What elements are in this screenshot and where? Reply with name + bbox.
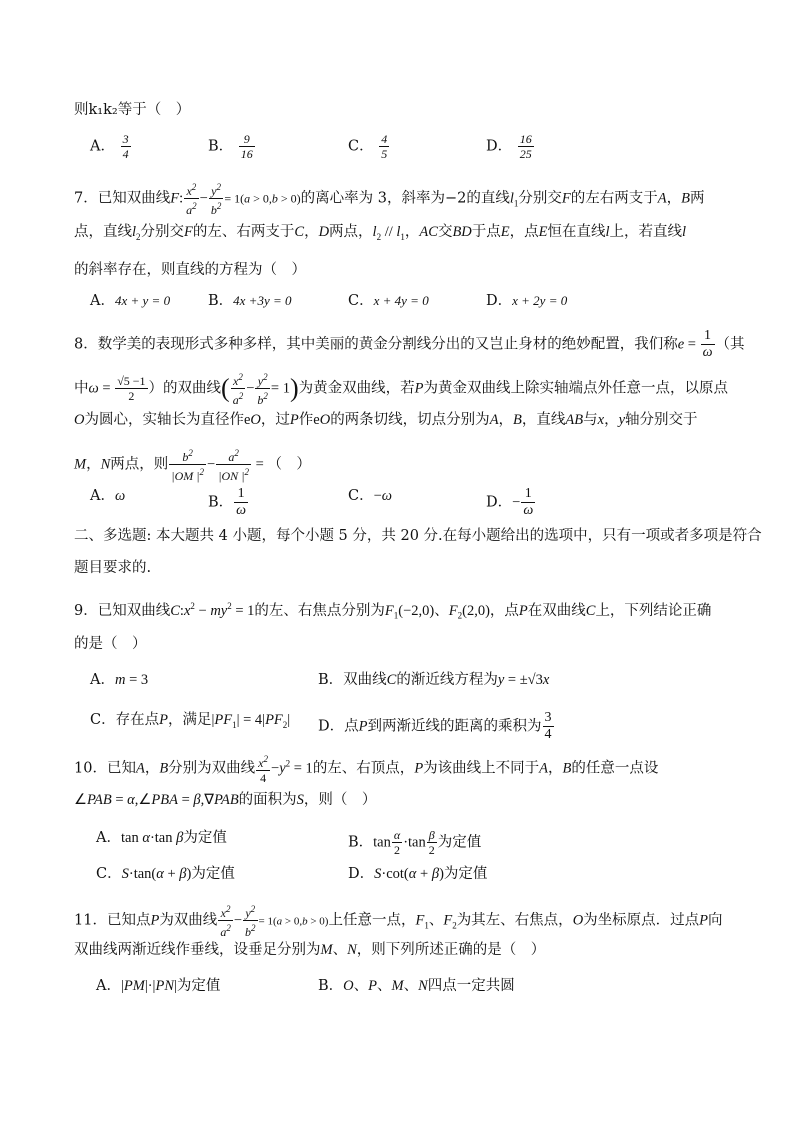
text-run: ，点: [509, 224, 539, 240]
text-run: 轴分别交于: [625, 412, 698, 428]
q11-line1: 11．已知点P为双曲线 $\frac{x^2}{a^2}$ − $\frac{y^2}{b^2}$ = 1(a > 0,b > 0)上任意一点，$F_1$、$F_2$为其左、右焦点，O为坐标原点．过点P向: [74, 904, 723, 939]
q7-option-a[interactable]: [90, 291, 170, 311]
q6-option-b[interactable]: [208, 132, 256, 161]
option-letter: C．: [348, 293, 374, 309]
text-run: 在双曲线: [527, 602, 586, 619]
option-letter: D．: [486, 293, 513, 309]
q6-option-c[interactable]: [348, 132, 390, 161]
q8-line2: 中ω = $\frac{√5 -1}{2}$ ）的双曲线( $\frac{x^2}{a^2}$ − $\frac{y^2}{b^2}$ = 1)为黄金双曲线，若P为黄金双曲线上除实轴端点外任意一点，以原点: [74, 372, 728, 407]
text-run: 的任意一点设: [571, 760, 659, 777]
q9-option-b[interactable]: B．双曲线C的渐近线方程为y = ±√3x: [318, 672, 550, 688]
text-run: 的两条切线，切点分别为: [330, 412, 490, 428]
text-run: 上，若直线: [609, 224, 683, 240]
option-letter: C．: [348, 138, 374, 155]
option-text: C．存在点: [90, 712, 160, 728]
text-run: 为圆心，实轴长为直径作: [84, 412, 244, 428]
text-run: 为该曲线上不同于: [423, 760, 540, 777]
option-text: D．点: [318, 718, 359, 735]
q7-option-b[interactable]: [208, 291, 292, 311]
fraction: $\frac{√5 -1}{2}$: [117, 374, 146, 403]
text-run: 两点，: [329, 224, 373, 240]
fraction: $\frac{16}{25}$: [519, 132, 532, 161]
q10-option-d[interactable]: D．S·cot(α + β)为定值: [348, 866, 488, 882]
text-run: 为黄金双曲线，若: [298, 380, 415, 397]
fraction: $\frac{y^2}{b^2}$: [210, 182, 222, 217]
q6-option-d[interactable]: [486, 132, 535, 161]
section-description: 题目要求的.: [74, 560, 152, 576]
section-heading-cont: [74, 558, 151, 578]
q10-option-b[interactable]: B．tan $\frac{\alpha}{2}$ ·tan $\frac{\beta}{2}$ 为定值: [348, 828, 482, 857]
option-letter: B．: [208, 138, 234, 155]
fraction: $\frac{x^2}{a^2}$: [186, 182, 197, 217]
text-run: ，则下列所述正确的是（ ）: [356, 942, 546, 958]
section-title: 二、多选题:: [74, 528, 152, 544]
option-value: 4x + y = 0: [114, 293, 171, 308]
text-run: 与: [583, 412, 598, 428]
q8-option-b[interactable]: [208, 486, 249, 519]
text-run: 的是（ ）: [74, 636, 147, 652]
fraction: $\frac{1}{\omega}$: [236, 486, 247, 518]
q7-line3: [74, 260, 306, 280]
fraction: $\frac{y^2}{b^2}$: [257, 372, 268, 407]
option-text: 为定值: [183, 830, 227, 846]
text-run: 分别交: [518, 190, 562, 207]
fraction: $\frac{3}{4}$: [544, 710, 552, 742]
text-run: （ ）: [267, 456, 311, 473]
option-letter: B．: [208, 494, 234, 511]
q11-line2: 双曲线两渐近线作垂线，设垂足分别为M、N，则下列所述正确的是（ ）: [74, 942, 546, 958]
q9-option-d[interactable]: D．点P到两渐近线的距离的乘积为 $\frac{3}{4}$: [318, 710, 552, 742]
option-letter: A．: [96, 978, 121, 994]
text-run: 中: [74, 380, 89, 397]
text-run: 分别为双曲线: [168, 760, 256, 777]
fraction: $\frac{3}{4}$: [122, 132, 129, 161]
fraction: $\frac{b^2}{|OM |^2}$: [171, 448, 205, 483]
option-value: x + 4y = 0: [373, 293, 429, 308]
text-run: 的离心率为 3，斜率为−2的直线: [300, 190, 510, 207]
q10-line2: ∠PAB = α,∠PBA = β,∇PAB的面积为S，则（ ）: [74, 792, 377, 808]
q7-option-c[interactable]: [348, 291, 429, 311]
option-text: 为定值: [437, 834, 482, 851]
q8-option-d[interactable]: D．− $\frac{1}{\omega}$: [486, 486, 534, 518]
option-text: 的渐近线方程为: [396, 672, 498, 688]
text-run: 点，直线: [74, 224, 132, 240]
text-run: 8．数学美的表现形式多种多样，其中美丽的黄金分割线分出的又岂止身材的绝妙配置，我们称: [74, 336, 678, 353]
text-run: ，点: [489, 602, 519, 619]
q9-option-a[interactable]: A．m = 3: [90, 672, 149, 688]
section-heading: [74, 526, 762, 546]
q7-number: 7．已知双曲线: [74, 190, 171, 207]
q9-line2: [74, 634, 147, 654]
text-run: ，则（ ）: [303, 792, 377, 808]
text-run: 两: [689, 190, 705, 207]
text-run: 为其左、右焦点，: [456, 912, 573, 929]
option-letter: A．: [96, 830, 121, 846]
text-run: 为黄金双曲线上除实轴端点外任意一点，以原点: [423, 380, 728, 397]
fraction: $\frac{1}{\omega}$: [523, 486, 534, 518]
intro-text: 则k₁k₂等于（ ）: [74, 102, 191, 118]
text-run: 向: [708, 912, 723, 929]
option-text: 为定值: [191, 866, 235, 882]
option-letter: A．: [90, 293, 115, 309]
option-value: x + 2y = 0: [512, 293, 568, 308]
text-run: 上，下列结论正确: [595, 602, 712, 619]
q8-line3: O为圆心，实轴长为直径作eO，过P作eO的两条切线，切点分别为A，B，直线AB与x，y轴分别交于: [74, 412, 698, 428]
option-text: 为定值: [176, 978, 221, 994]
text-run: 的左、右两支于: [192, 224, 295, 240]
fraction: $\frac{y^2}{b^2}$: [245, 904, 256, 939]
q9-line1: 9．已知双曲线$C:x^2 - my^2 = 1$的左、右焦点分别为$F_1(-2,0)$、$F_2(2,0)$，点P在双曲线C上，下列结论正确: [74, 601, 712, 621]
q7-line2: 点，直线$l_2$分别交F的左、右两支于C，D两点，$l_2 // l_1$，AC交BD于点E，点E恒在直线l上，若直线l: [74, 224, 687, 242]
text-run: ，过: [260, 412, 290, 428]
option-letter: D．: [486, 138, 513, 155]
q6-option-a[interactable]: [90, 132, 132, 161]
text-run: 分别交: [140, 224, 185, 240]
option-value: 4x +3y = 0: [233, 293, 292, 308]
text-run: 两点，则: [110, 456, 169, 473]
q10-line1: 10．已知A，B分别为双曲线 $\frac{x^2}{4}$ $-y^2 = 1$的左、右顶点，P为该曲线上不同于A，B的任意一点设: [74, 754, 659, 785]
option-text: 四点一定共圆: [427, 978, 515, 994]
text-run: 于点: [471, 224, 501, 240]
text-run: ，直线: [521, 412, 566, 428]
fraction: $\frac{4}{5}$: [381, 132, 388, 161]
option-text: B．双曲线: [318, 672, 387, 688]
q11-option-a[interactable]: A．|PM|·|PN|为定值: [96, 978, 221, 994]
text-run: 的左、右顶点，: [312, 760, 415, 777]
option-letter: C．: [348, 488, 374, 504]
q9-option-c[interactable]: C．存在点P，满足$|PF_1| = 4|PF_2|$: [90, 712, 291, 730]
fraction: $\frac{9}{16}$: [240, 132, 253, 161]
q7-line1: 7．已知双曲线F: $\frac{x^2}{a^2}$ − $\frac{y^2}{b^2}$ = 1(a > 0,b > 0)的离心率为 3，斜率为−2的直线$l_1$分别交F的左右两支于A，B两: [74, 182, 705, 217]
fraction: $\frac{x^2}{4}$: [258, 754, 268, 785]
text-run: 上任意一点，: [328, 912, 416, 929]
option-letter: A．: [90, 138, 115, 155]
option-letter: B．: [348, 834, 374, 851]
option-letter: D．: [348, 866, 375, 882]
option-letter: B．: [318, 978, 344, 994]
q10-option-c[interactable]: C．S·tan(α + β)为定值: [96, 866, 235, 882]
text-run: 的面积为: [238, 792, 297, 808]
option-letter: B．: [208, 293, 234, 309]
text-run: 交: [437, 224, 453, 240]
text-run: 9．已知双曲线: [74, 602, 171, 619]
q8-option-c[interactable]: C．−ω: [348, 488, 393, 504]
text-run: 作: [298, 412, 314, 428]
text-run: 为坐标原点．过点: [583, 912, 700, 929]
q11-option-b[interactable]: B．O、P、M、N四点一定共圆: [318, 978, 515, 994]
intro-question-stem: [74, 100, 190, 120]
q8-line4: M，N两点，则 $\frac{b^2}{|OM |^2}$ − $\frac{a^2}{|ON |^2}$ = （ ）: [74, 448, 311, 483]
text-run: 双曲线两渐近线作垂线，设垂足分别为: [74, 942, 321, 958]
option-text: ，满足: [167, 712, 212, 728]
text-run: 11．已知点: [74, 912, 151, 929]
fraction: $\frac{x^2}{a^2}$: [232, 372, 244, 407]
text-run: 、: [434, 602, 449, 619]
section-description: 本大题共 4 小题，每个小题 5 分，共 20 分.在每小题给出的选项中，只有一项或者多项是符合: [156, 528, 762, 544]
text-run: ）的双曲线: [148, 380, 222, 397]
text-run: 的左、右焦点分别为: [254, 602, 385, 619]
q8-line1: 8．数学美的表现形式多种多样，其中美丽的黄金分割线分出的又岂止身材的绝妙配置，我们称e = $\frac{1}{\omega}$ （其: [74, 328, 745, 360]
fraction: $\frac{\alpha}{2}$: [393, 828, 401, 857]
option-letter: A．: [90, 488, 115, 504]
text-run: 的斜率存在，则直线的方程为（ ）: [74, 262, 306, 278]
option-letter: D．: [486, 494, 513, 511]
q8-option-a[interactable]: A．ω: [90, 488, 126, 504]
fraction: $\frac{1}{\omega}$: [702, 328, 713, 360]
q10-option-a[interactable]: A．tan α·tan β为定值: [96, 830, 227, 846]
option-letter: A．: [90, 672, 115, 688]
option-letter: C．: [96, 866, 122, 882]
fraction: $\frac{a^2}{|ON |^2}$: [218, 448, 249, 483]
q7-option-d[interactable]: [486, 291, 567, 311]
text-run: 恒在直线: [547, 224, 606, 240]
option-text: 到两渐近线的距离的乘积为: [367, 718, 542, 735]
text-run: 10．已知: [74, 760, 136, 777]
text-run: 为双曲线: [159, 912, 218, 929]
text-run: 的左右两支于: [570, 190, 658, 207]
option-text: 为定值: [443, 866, 488, 882]
text-run: （其: [715, 336, 745, 353]
fraction: $\frac{x^2}{a^2}$: [220, 904, 231, 939]
fraction: $\frac{\beta}{2}$: [428, 828, 435, 857]
